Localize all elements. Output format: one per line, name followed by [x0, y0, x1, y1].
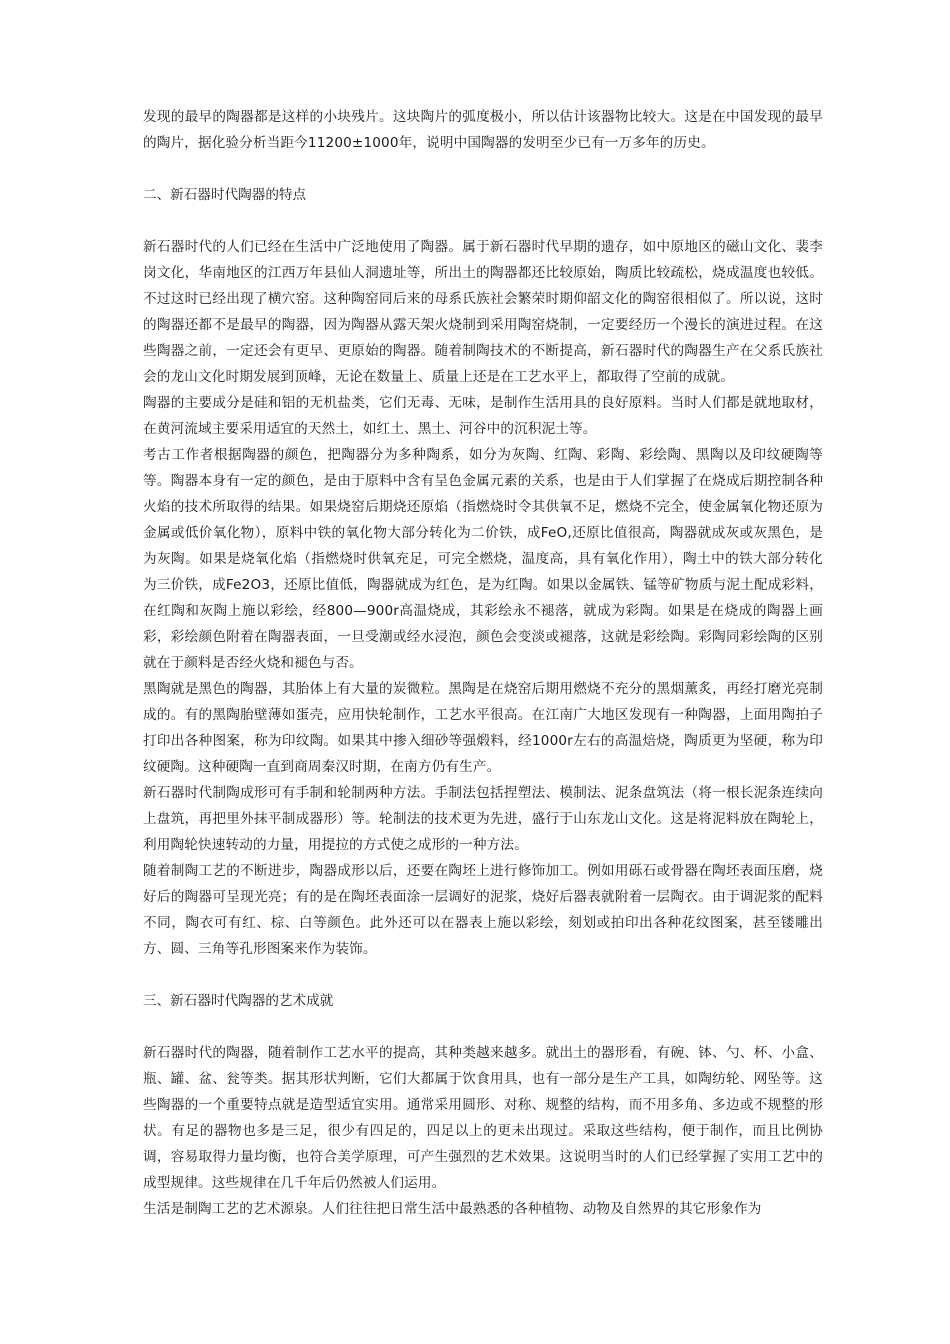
- section-2-heading: 二、新石器时代陶器的特点: [143, 187, 307, 203]
- section-2-paragraph-3: 考古工作者根据陶器的颜色，把陶器分为多种陶系，如分为灰陶、红陶、彩陶、彩绘陶、黑陶以及印纹硬陶等等。陶器本身有一定的颜色，是由于原料中含有呈色金属元素的关系，也是由于人们掌握了在烧成后期控制各种火焰的技术所取得的结果。如果烧窑后期烧还原焰（指燃烧时令其供氧不足，燃烧不完全，使金属氧化物还原为金属或低价氧化物），原料中铁的氧化物大部分转化为二价铁，成FeO,还原比值很高，陶器就成灰或灰黑色，是为灰陶。如果是烧氧化焰（指燃烧时供氧充足，可完全燃烧，温度高，具有氧化作用），陶土中的铁大部分转化为三价铁，成Fe2O3，还原比值低，陶器就成为红色，是为红陶。如果以金属铁、锰等矿物质与泥土配成彩料，在红陶和灰陶上施以彩绘，经800—900r高温烧成，其彩绘永不褪落，就成为彩陶。如果是在烧成的陶器上画彩，彩绘颜色附着在陶器表面，一旦受潮或经水浸泡，颜色会变淡或褪落，这就是彩绘陶。彩陶同彩绘陶的区别就在于颜料是否经火烧和褪色与否。: [143, 447, 823, 671]
- section-2-paragraph-1: 新石器时代的人们已经在生活中广泛地使用了陶器。属于新石器时代早期的遗存，如中原地区的磁山文化、裴李岗文化，华南地区的江西万年县仙人洞遗址等，所出土的陶器都还比较原始，陶质比较疏松，烧成温度也较低。不过这时已经出现了横穴窑。这种陶窑同后来的母系氏族社会繁荣时期仰韶文化的陶窑很相似了。所以说，这时的陶器还都不是最早的陶器，因为陶器从露天架火烧制到采用陶窑烧制，一定要经历一个漫长的演进过程。在这些陶器之前，一定还会有更早、更原始的陶器。随着制陶技术的不断提高，新石器时代的陶器生产在父系氏族社会的龙山文化时期发展到顶峰，无论在数量上、质量上还是在工艺水平上，都取得了空前的成就。: [143, 239, 823, 385]
- section-2-paragraph-6: 随着制陶工艺的不断进步，陶器成形以后，还要在陶坯上进行修饰加工。例如用砾石或骨器在陶坯表面压磨，烧好后的陶器可呈现光亮；有的是在陶坯表面涂一层调好的泥浆，烧好后器表就附着一层陶衣。由于调泥浆的配料不同，陶衣可有红、棕、白等颜色。此外还可以在器表上施以彩绘，刻划或拍印出各种花纹图案，甚至镂雕出方、圆、三角等孔形图案来作为装饰。: [143, 863, 823, 957]
- section-3-heading: 三、新石器时代陶器的艺术成就: [143, 993, 334, 1009]
- document-page: [143, 104, 823, 1222]
- section-3-paragraph-2: 生活是制陶工艺的艺术源泉。人们往往把日常生活中最熟悉的各种植物、动物及自然界的其它形象作为: [143, 1201, 762, 1217]
- section-2-paragraph-4: 黑陶就是黑色的陶器，其胎体上有大量的炭微粒。黑陶是在烧窑后期用燃烧不充分的黑烟薰炙，再经打磨光亮制成的。有的黑陶胎壁薄如蛋壳，应用快轮制作，工艺水平很高。在江南广大地区发现有一种陶器，上面用陶拍子打印出各种图案，称为印纹陶。如果其中掺入细砂等强煅料，经1000r左右的高温焙烧，陶质更为坚硬，称为印纹硬陶。这种硬陶一直到商周秦汉时期，在南方仍有生产。: [143, 681, 823, 775]
- section-2-paragraph-2: 陶器的主要成分是硅和铝的无机盐类，它们无毒、无味，是制作生活用具的良好原料。当时人们都是就地取材，在黄河流域主要采用适宜的天然土，如红土、黑土、河谷中的沉积泥土等。: [143, 395, 823, 437]
- spacer: [143, 962, 823, 988]
- intro-paragraph: 发现的最早的陶器都是这样的小块残片。这块陶片的弧度极小，所以估计该器物比较大。这是在中国发现的最早的陶片，据化验分析当距今11200±1000年，说明中国陶器的发明至少已有一万多年的历史。: [143, 109, 823, 151]
- section-2-paragraph-5: 新石器时代制陶成形可有手制和轮制两种方法。手制法包括捏塑法、模制法、泥条盘筑法（将一根长泥条连续向上盘筑，再把里外抹平制成器形）等。轮制法的技术更为先进，盛行于山东龙山文化。这是将泥料放在陶轮上，利用陶轮快速转动的力量，用提拉的方式使之成形的一种方法。: [143, 785, 823, 853]
- spacer: [143, 208, 823, 234]
- spacer: [143, 156, 823, 182]
- spacer: [143, 1014, 823, 1040]
- section-3-paragraph-1: 新石器时代的陶器，随着制作工艺水平的提高，其种类越来越多。就出土的器形看，有碗、钵、勺、杯、小盒、瓶、罐、盆、瓮等类。据其形状判断，它们大都属于饮食用具，也有一部分是生产工具，如陶纺轮、网坠等。这些陶器的一个重要特点就是造型适宜实用。通常采用圆形、对称、规整的结构，而不用多角、多边或不规整的形状。有足的器物也多是三足，很少有四足的，四足以上的更未出现过。采取这些结构，便于制作，而且比例协调，容易取得力量均衡，也符合美学原理，可产生强烈的艺术效果。这说明当时的人们已经掌握了实用工艺中的成型规律。这些规律在几千年后仍然被人们运用。: [143, 1045, 823, 1191]
